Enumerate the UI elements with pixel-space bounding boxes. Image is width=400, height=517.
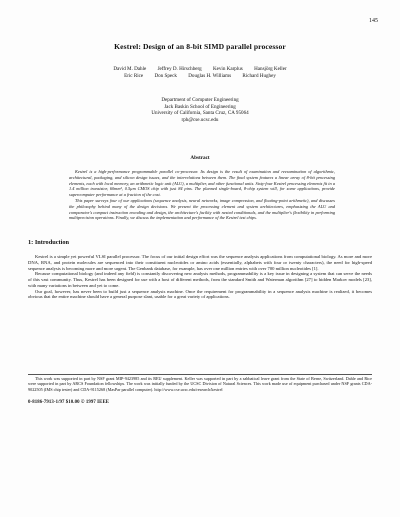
author-name: Kevin Karplus — [212, 66, 243, 72]
abstract-paragraph: This paper surveys four of our applications (sequence analysis, neural networks, image compression, and floating-point arithmetic), and discusses the philosophy behind many of the design decisions. We present the processing element and system architectures, emphasizing the ALU and comparator's compact instruction encoding and design, the architecture's facility with nested conditionals, and the multiplier's flexibility in performing multiprecision operations. Finally, we discuss the implementation and performance of the Kestrel test chips. — [69, 197, 335, 221]
author-name: Douglas H. Williams — [188, 73, 232, 79]
abstract-heading: Abstract — [190, 155, 210, 161]
author-row-2 — [0, 73, 400, 80]
author-row-1 — [0, 66, 400, 73]
abstract-text — [69, 169, 335, 221]
body-text — [28, 254, 372, 300]
author-name: Eric Rice — [124, 73, 144, 79]
affiliation-university: University of California, Santa Cruz, CA 95064 — [151, 110, 249, 117]
section-heading: 1: Introduction — [28, 239, 69, 246]
contact-email: rph@cse.ucsc.edu — [181, 117, 219, 124]
footnote-paragraph: This work was supported in part by NSF grant MIP-9423985 and its REU supplement. Keller was supported in part by a sabbatical leave grant from the State of Berne, Switzerland. Dahle and Rice were supported in part by ARCS Foundation fellowships. The work was initially funded by the UCSC Division of Natural Sciences. This work made use of equipment purchased under NSF grants CDA-9022505 (IMS chip tester) and CDA-9115268 (MasPar parallel computer). http://www.cse.ucsc.edu/research/kestrel — [28, 376, 372, 392]
author-name: Richard Hughey — [242, 73, 276, 79]
footnote-divider — [28, 374, 372, 375]
affiliation-block — [0, 97, 400, 124]
page-number: 145 — [369, 18, 378, 24]
author-name: Jeffrey D. Hirschberg — [157, 66, 202, 72]
body-paragraph: Our goal, however, has never been to build just a sequence analysis machine. Once the requirement for programmability in a sequence analysis machine is realized, it becomes obvious that the entire machine should have a general purpose slant, usable for a great variety of applications. — [28, 288, 372, 300]
body-paragraph: Because computational biology (and indeed any field) is constantly discovering new analysis methods, programmability is a key issue in designing a system that can serve the needs of this vast community. Thus, Kestrel has been designed for use with a host of different methods, from the standard Smith and Waterman algorithm [27] to hidden Markov models [23], with many variations in between and yet to come. — [28, 271, 372, 288]
footnote — [28, 376, 372, 392]
affiliation-school: Jack Baskin School of Engineering — [164, 103, 236, 110]
author-name: Hansjörg Keller — [254, 66, 287, 72]
affiliation-department: Department of Computer Engineering — [161, 97, 239, 103]
body-paragraph: Kestrel is a simple yet powerful VLSI parallel processor. The focus of our initial design effort was the sequence analysis applications from computational biology. As more and more DNA, RNA, and protein molecules are sequenced into their constituent nucleotides or amino acids (essentially, alphabets with four or twenty characters), the need for high-speed sequence analysis is becoming more and more urgent. The Genbank database, for example, has over one million entries with over 700 million nucleotides [1]. — [28, 254, 372, 271]
author-name: David M. Dahle — [113, 66, 147, 72]
paper-title: Kestrel: Design of an 8-bit SIMD parallel processor — [114, 42, 286, 51]
author-list — [0, 66, 400, 80]
abstract-paragraph: Kestrel is a high-performance programmable parallel co-processor. Its design is the result of examination and reexamination of algorithmic, architectural, packaging, and silicon design issues, and the interrelations between them. The final system features a linear array of 8-bit processing elements, each with local memory, an arithmetic logic unit (ALU), a multiplier, and other functional units. Sixty-four Kestrel processing elements fit in a 1.4 million transistor, 60mm², 0.5µm CMOS chip with just 84 pins. The planned single-board, 8-chip system will, for some applications, provide supercomputer performance at a fraction of the cost. — [69, 169, 335, 198]
author-name: Don Speck — [154, 73, 177, 79]
isbn-copyright-line: 0-8186-7913-1/97 $10.00 © 1997 IEEE — [28, 400, 110, 405]
